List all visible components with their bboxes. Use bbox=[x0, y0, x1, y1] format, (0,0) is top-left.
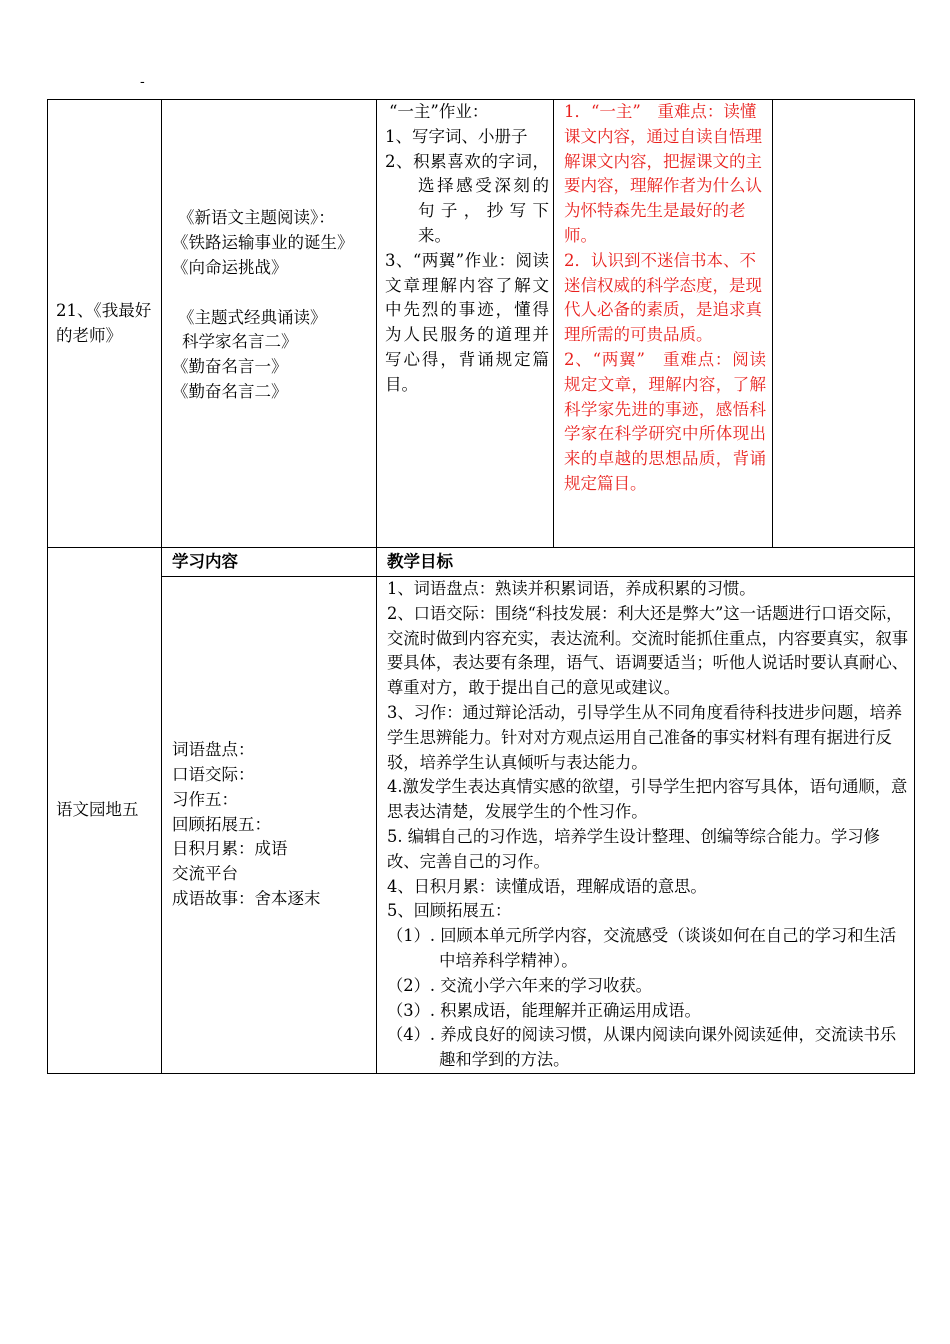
lesson-plan-table bbox=[47, 99, 915, 1074]
focus-line: 2、“两翼” 重难点：阅读规定文章，理解内容，了解科学家先进的事迹，感悟科学家在科学研究中所体现出来的卓越的思想品质，背诵规定篇目。 bbox=[564, 349, 766, 493]
goal-line: 2、口语交际：围绕“科技发展：利大还是弊大”这一话题进行口语交际，交流时做到内容充实，表达流利。交流时能抓住重点，内容要真实，叙事要具体，表达要有条理，语气、语调要适当；听他人说话时要认真耐心、尊重对方，敢于提出自己的意见或建议。 bbox=[387, 603, 909, 698]
content-line: 交流平台 bbox=[172, 864, 238, 884]
content-line: 回顾拓展五： bbox=[172, 814, 271, 834]
reading-line: 《主题式经典诵读》 bbox=[178, 307, 327, 327]
reading-line: 《铁路运输事业的诞生》 bbox=[172, 233, 354, 253]
homework-line: “一主”作业： bbox=[389, 102, 489, 121]
reading-line: 科学家名言二》 bbox=[182, 332, 298, 352]
lesson-title: 21、《我最好的老师》 bbox=[56, 300, 152, 345]
homework-line: 2、积累喜欢的字词，选择感受深刻的句子，抄写下来。 bbox=[385, 151, 549, 245]
homework-line: 3、“两翼”作业：阅读文章理解内容了解文中先烈的事迹，懂得为人民服务的道理并写心得，背诵规定篇目。 bbox=[385, 250, 549, 394]
header-goals-label: 教学目标 bbox=[387, 551, 453, 571]
content-line: 词语盘点： bbox=[172, 740, 255, 760]
focus-line: 1．“一主” 重难点：读懂课文内容，通过自读自悟理解课文内容，把握课文的主要内容，理解作者为什么认为怀特森先生是最好的老师。 bbox=[564, 102, 762, 245]
homework-line: 1、写字词、小册子 bbox=[385, 126, 528, 146]
table-row-garden-header bbox=[48, 548, 915, 577]
goal-line: 1、词语盘点：熟读并积累词语，养成积累的习惯。 bbox=[387, 579, 756, 598]
header-content bbox=[162, 548, 377, 577]
reading-line: 《勤奋名言一》 bbox=[172, 357, 288, 377]
goal-line: （1）. 回顾本单元所学内容，交流感受（谈谈如何在自己的学习和生活中培养科学精神）。 bbox=[387, 926, 897, 970]
goal-line: 4、日积月累：读懂成语，理解成语的意思。 bbox=[387, 876, 707, 896]
garden-content-cell bbox=[162, 577, 377, 1074]
goal-line: 3、习作：通过辩论活动，引导学生从不同角度看待科技进步问题，培养学生思辨能力。针对对方观点运用自己准备的事实材料有理有据进行反驳，培养学生认真倾听与表达能力。 bbox=[387, 702, 903, 772]
goal-line: 4.激发学生表达真情实感的欲望，引导学生把内容写具体，语句通顺，意思表达清楚，发展学生的个性习作。 bbox=[387, 777, 908, 822]
reading-line bbox=[172, 281, 370, 306]
content-line: 成语故事：舍本逐末 bbox=[172, 888, 321, 908]
header-content-label: 学习内容 bbox=[172, 551, 238, 571]
goal-line: （2）. 交流小学六年来的学习收获。 bbox=[387, 975, 652, 995]
focus-line: 2．认识到不迷信书本、不迷信权威的科学态度，是现代人必备的素质，是追求真理所需的可贵品质。 bbox=[564, 250, 762, 345]
content-line: 口语交际： bbox=[172, 764, 255, 784]
lesson-title-cell bbox=[48, 100, 162, 548]
garden-title: 语文园地五 bbox=[56, 800, 139, 820]
reading-line: 《勤奋名言二》 bbox=[172, 381, 288, 401]
reading-cell bbox=[162, 100, 377, 548]
empty-cell bbox=[773, 100, 915, 548]
header-goals bbox=[377, 548, 915, 577]
goal-line: 5. 编辑自己的习作选，培养学生设计整理、创编等综合能力。学习修改、完善自己的习作。 bbox=[387, 826, 880, 871]
goal-line: （4）. 养成良好的阅读习惯，从课内阅读向课外阅读延伸，交流读书乐趣和学到的方法。 bbox=[387, 1025, 897, 1070]
reading-line: 《向命运挑战》 bbox=[172, 257, 288, 277]
page-marker: - bbox=[140, 74, 145, 90]
table-row-lesson21 bbox=[48, 100, 915, 548]
content-line: 日积月累：成语 bbox=[172, 839, 288, 859]
table-row-garden-body bbox=[48, 577, 915, 1074]
reading-line: 《新语文主题阅读》： bbox=[178, 208, 335, 228]
goal-line: 5、回顾拓展五： bbox=[387, 901, 512, 921]
focus-cell bbox=[554, 100, 773, 548]
goal-line: （3）. 积累成语，能理解并正确运用成语。 bbox=[387, 1000, 701, 1020]
garden-title-cell bbox=[48, 548, 162, 1074]
garden-goals-cell bbox=[377, 577, 915, 1074]
homework-cell bbox=[377, 100, 554, 548]
content-line: 习作五： bbox=[172, 789, 238, 809]
